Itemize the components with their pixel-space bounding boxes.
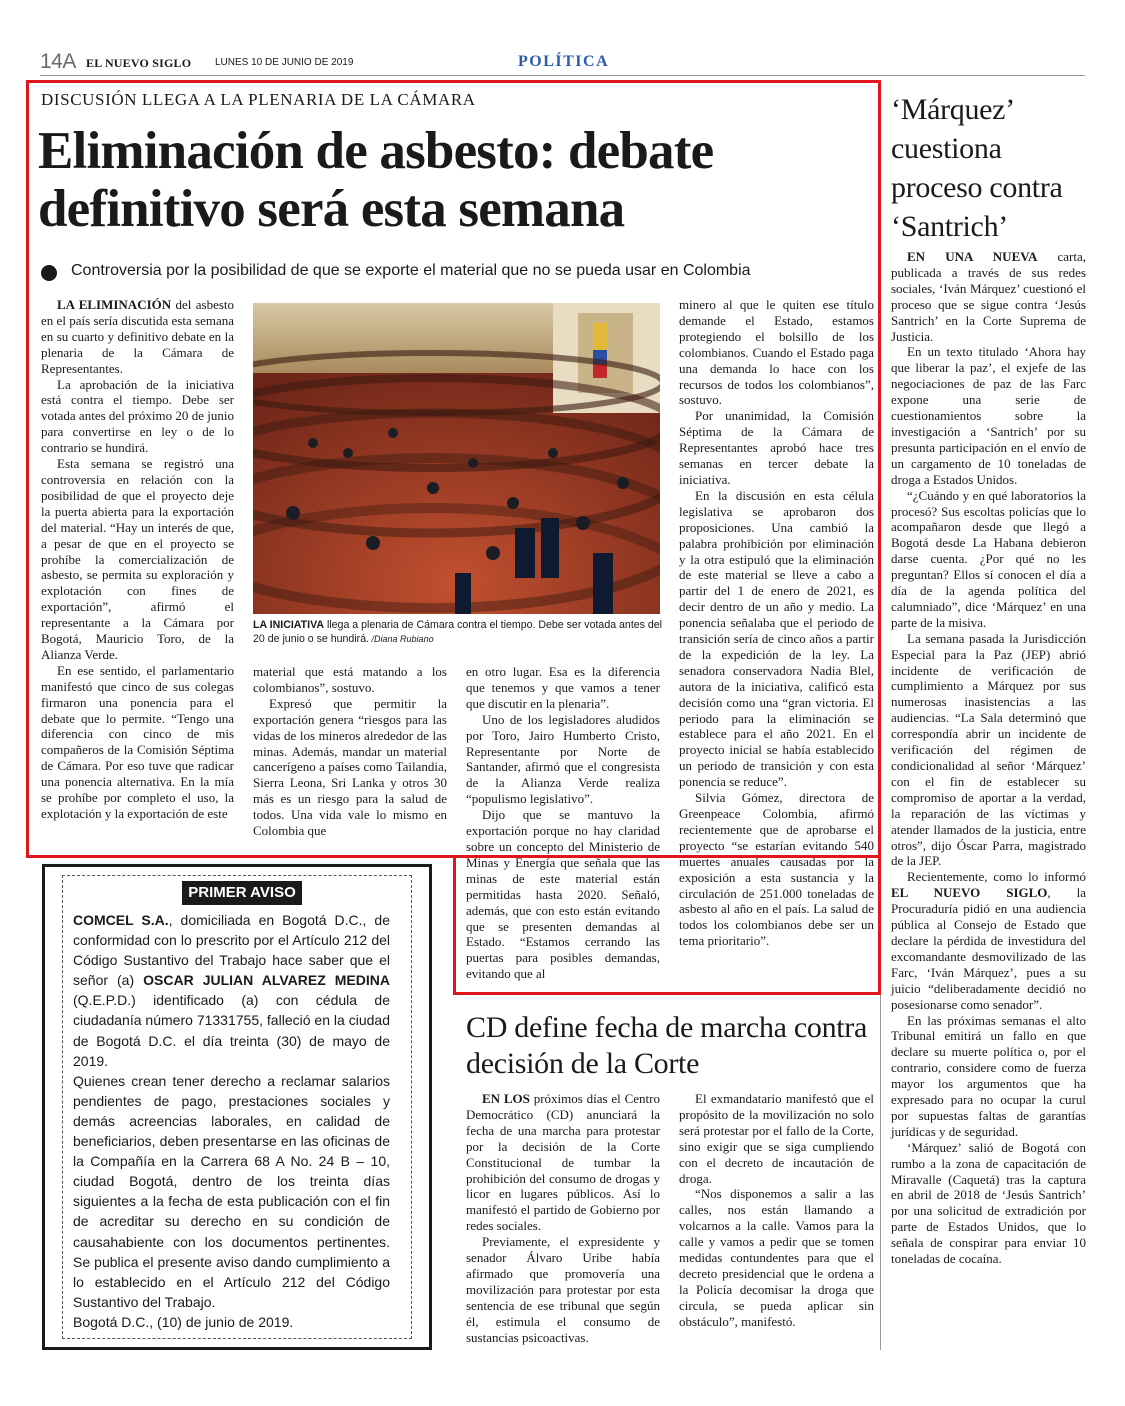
paragraph <box>891 869 1086 1012</box>
paragraph <box>891 488 1086 631</box>
issue-date: LUNES 10 DE JUNIO DE 2019 <box>215 57 354 68</box>
paragraph-text: Previamente, el expresidente y senador Álvaro Uribe había afirmado que promovería una movilización para protestar por esta sentencia de ese tribunal que según él, estimula el consumo de sustancias psicoactivas. <box>466 1234 660 1345</box>
notice-text <box>73 910 390 1332</box>
lead-in: EN UNA NUEVA <box>907 249 1038 264</box>
paragraph-text: en otro lugar. Esa es la diferencia que tenemos y que vamos a tener que discutir en la plenaria”. <box>466 664 660 711</box>
header-rule <box>40 75 1085 76</box>
cd-headline: CD define fecha de marcha contra decisión de la Corte <box>466 1011 868 1080</box>
headline-line-2: definitivo será esta semana <box>38 180 625 238</box>
paragraph <box>891 1013 1086 1140</box>
paragraph-text: “Nos disponemos a salir a las calles, nos están llamando a volcarnos a la calle. Vamos para la calle y vamos a pedir que se tomen medidas contundentes para que el decreto presidencial que le ordena a la Policía decomisar la droga que circula, se pueda aplicar sin obstáculo”, manifestó. <box>679 1186 874 1329</box>
subheadline-text: Controversia por la posibilidad de que se exporte el material que no se pueda usar en Colombia <box>71 262 751 279</box>
paragraph-text: próximos días el Centro Democrático (CD) anunciará la fecha de una marcha para protestar por la decisión de la Corte Constitucional de tumbar la prohibición del consumo de drogas y licor en lugares públicos. Así lo manifestó el partido de Gobierno por redes sociales. <box>466 1091 660 1234</box>
paragraph-text: El exmandatario manifestó que el propósito de la movilización no solo será protestar por el fallo de la Corte, sino exigir que se siga cumpliendo con el decreto de incautación de droga. <box>679 1091 874 1186</box>
paragraph-text: Recientemente, como lo informó <box>907 869 1086 885</box>
notice-paragraph-3: Bogotá D.C., (10) de junio de 2019. <box>73 1313 294 1330</box>
article-kicker: DISCUSIÓN LLEGA A LA PLENARIA DE LA CÁMARA <box>41 90 476 109</box>
sidebar-column <box>891 249 1086 1267</box>
paragraph-text: La aprobación de la iniciativa está contra el tiempo. Debe ser votada antes del próximo 20 de junio para convertirse en ley o de lo contrario se hundirá. <box>41 376 234 456</box>
notice-text-b: (Q.E.P.D.) identificado (a) con cédula de ciudadanía número 71331755, falleció en la ciudad de Bogotá D.C. el día treinta (30) de mayo de 2019. <box>73 992 390 1069</box>
notice-deceased-name: OSCAR JULIAN ALVAREZ MEDINA <box>143 972 390 989</box>
paragraph-text: material que está matando a los colombianos”, sostuvo. <box>253 664 447 695</box>
paragraph-text: , la Procuraduría pidió en una audiencia pública al Consejo de Estado que declare la pérdida de investidura del excomandante desmovilizado de las Farc, ‘Iván Márquez’, pues a su juicio “deliberadamente decidió no posesionarse como senador”. <box>891 885 1086 1012</box>
notice-paragraph-1 <box>73 910 390 1071</box>
cd-column-2 <box>679 1091 874 1330</box>
paragraph-text: En ese sentido, el parlamentario manifestó que cinco de sus colegas firmaron una ponencia para el debate que lo permite. “Tengo una diferencia con cinco de mis compañeros de la Comisión Séptima de Cámara. Por eso tuve que radicar una ponencia alternativa. En la mía se prohíbe por completo el uso, la explotación y la exportación de este <box>41 662 234 821</box>
paragraph-text: Por unanimidad, la Comisión Séptima de la Cámara de Representantes aprobó hace tres semanas en tercer debate la iniciativa. <box>679 408 874 487</box>
notice-company: COMCEL S.A. <box>73 912 169 928</box>
paragraph <box>891 1140 1086 1267</box>
notice-paragraph-2: Quienes crean tener derecho a reclamar salarios pendientes de pago, prestaciones sociales y demás acreencias laborales, en calidad de beneficiarios, deben presentarse en las oficinas de la Compañía en la Carrera 68 A No. 24 B – 10, ciudad Bogotá, dentro de los treinta días siguientes a la fecha de esta publicación con el fin de acreditar su derecho en su condición de causahabiente con los documentos pertinentes. Se publica el presente aviso dando cumplimiento a lo establecido en el Artículo 212 del Código Sustantivo del Trabajo. <box>73 1072 390 1310</box>
paragraph-text: carta, publicada a través de sus redes sociales, ‘Iván Márquez’ cuestionó el proceso que se sigue contra ‘Jesús Santrich’ en la Corte Suprema de Justicia. <box>891 249 1086 344</box>
paragraph-text: ‘Márquez’ salió de Bogotá con rumbo a la zona de capacitación de Miravalle (Caquetá) tras la captura en abril de 2018 de ‘Jesús Santrich’ por una solicitud de extradición por parte de Estados Unidos, que lo señala de conspirar para enviar 10 toneladas de cocaína. <box>891 1139 1086 1267</box>
paragraph <box>466 1091 660 1234</box>
bold-text: EL NUEVO SIGLO <box>891 885 1048 901</box>
paragraph-text: La semana pasada la Jurisdicción Especial para la Paz (JEP) abrió incidente de verificación de cumplimiento a Márquez por sus numerosas inasistencias a las audiencias. “La Sala determinó que correspondía abrir un incidente de verificación del régimen de condicionalidad al señor ‘Márquez’ con el fin de establecer su compromiso de aportar a la verdad, la reparación de las víctimas y atender llamados de la justicia, entre otros”, dijo Óscar Parra, magistrado de la JEP. <box>891 630 1086 869</box>
page-number: 14A <box>40 50 76 73</box>
paragraph <box>891 249 1086 344</box>
caption-lead: LA INICIATIVA <box>253 619 325 631</box>
paragraph <box>891 631 1086 870</box>
paragraph <box>679 1186 874 1329</box>
notice-text-a: , domiciliada en Bogotá D.C., de conformidad con lo prescrito por el Artículo 212 del Código Sustantivo del Trabajo hace saber que el señor (a) <box>73 912 391 989</box>
newspaper-name: EL NUEVO SIGLO <box>86 56 192 70</box>
paragraph <box>466 1234 660 1345</box>
cd-column-1 <box>466 1091 660 1346</box>
paragraph <box>679 1091 874 1186</box>
paragraph-text: En un texto titulado ‘Ahora hay que liberar la paz’, el exjefe de las negociaciones de paz de las Farc expone una serie de cuestionamientos sobre la investigación a ‘Santrich’ por su presunta participación en el envío de un cargamento de 10 toneladas de droga a Estados Unidos. <box>891 344 1086 487</box>
paragraph <box>891 344 1086 487</box>
paragraph-text: Uno de los legisladores aludidos por Toro, Jairo Humberto Cristo, Representante por Norte de Santander, afirmó que el congresista de la Alianza Verde realiza “populismo legislativo”. <box>466 711 660 807</box>
paragraph-text: minero al que le quiten ese título demande el Estado, estamos protegiendo el bolsillo de los colombianos. Cuando el Estado paga una demanda lo hace con los recursos de todos los colombianos”, sostuvo. <box>679 297 874 408</box>
caption-text: llega a plenaria de Cámara contra el tiempo. Debe ser votada antes del 20 de junio o se hundirá. <box>253 619 663 645</box>
paragraph-text: del asbesto en el país sería discutida esta semana en su cuarto y definitivo debate en la plenaria de la Cámara de Representantes. <box>41 297 235 376</box>
sidebar-headline: ‘Márquez’ cuestiona proceso contra ‘Santrich’ <box>891 93 1063 243</box>
headline-line-1: Eliminación de asbesto: debate <box>38 122 714 180</box>
paragraph-text: Dijo que se mantuvo la exportación porque no hay claridad sobre un concepto del Ministerio de Minas y Energía que señala que las minas de este material están permitidas hasta 2020. Señaló, además, que con esto están evitando que se presenten demandas al Estado. “Estamos cerrando las puertas para posibles demandas, evitando que al <box>466 807 660 982</box>
notice-label: PRIMER AVISO <box>182 881 302 905</box>
photo-credit: /Diana Rubiano <box>369 634 434 644</box>
paragraph-text: Esta semana se registró una controversia en relación con la posibilidad de que el proyecto deje la puerta abierta para la exportación del material. “Hay un interés de que, a pesar de que en el proyecto se prohíbe la comercialización de asbesto, se permita su exploración y explotación con fines de exportación”, afirmó el representante a la Cámara por Bogotá, Mauricio Toro, de la Alianza Verde. <box>41 456 234 662</box>
paragraph-text: En las próximas semanas el alto Tribunal emitirá un fallo en que declare su muerte política o, por el contrario, considere como de fuerza mayor los argumentos que ha expresado para no ocupar la curul por supuestas faltas de garantías jurídicas y de seguridad. <box>891 1012 1086 1139</box>
paragraph-text: Expresó que permitir la exportación genera “riesgos para las vidas de los mineros alrededor de las minas. Además, mandar un material cancerígeno a países como Tailandia, Sierra Leona, Sri Lanka y otros 30 más es un riesgo para la salud de todos. Una vida vale lo mismo en Colombia que <box>253 695 447 839</box>
lead-in: LA ELIMINACIÓN <box>57 297 172 312</box>
paragraph-text: “¿Cuándo y en qué laboratorios la procesó? Sus escoltas policías que lo acompañaron desde que llegó a Bogotá desde La Habana debieron darse cuenta. ¿Por qué no les preguntan? Ellos sí conocen el día a día de la agenda política del calumniado”, dice ‘Márquez’ en una parte de la misiva. <box>891 487 1086 630</box>
paragraph-text: En la discusión en esta célula legislativa se aprobaron dos proposiciones. Una cambió la palabra prohibición por eliminación y la otra estipuló que la eliminación de este material se lleve a cabo a partir del 1 de enero de 2021, es decir dentro de un año y medio. La ponencia señalaba que el periodo de transición sería de cinco años a partir de la expedición de la ley. La senadora conservadora Nadia Blel, autora de la iniciativa, calificó esta decisión como una “gran victoria. El periodo para la eliminación se establece para el año 2021. En el proyecto inicial se había establecido un periodo de transición y con esta ponencia se reduce”. <box>679 487 874 790</box>
highlight-box-extension <box>453 855 881 995</box>
paragraph-text: Silvia Gómez, directora de Greenpeace Colombia, afirmó recientemente que de aprobarse el proyecto “se estarían evitando 540 muertes anuales causadas por la exposición a esta sustancia y la circulación de 251.000 toneladas de asbesto al año en el país. La salud de todos los colombianos debe ser un tema prioritario”. <box>679 790 874 949</box>
lead-in: EN LOS <box>482 1091 530 1106</box>
highlight-box <box>26 80 881 858</box>
section-title: POLÍTICA <box>518 53 610 70</box>
